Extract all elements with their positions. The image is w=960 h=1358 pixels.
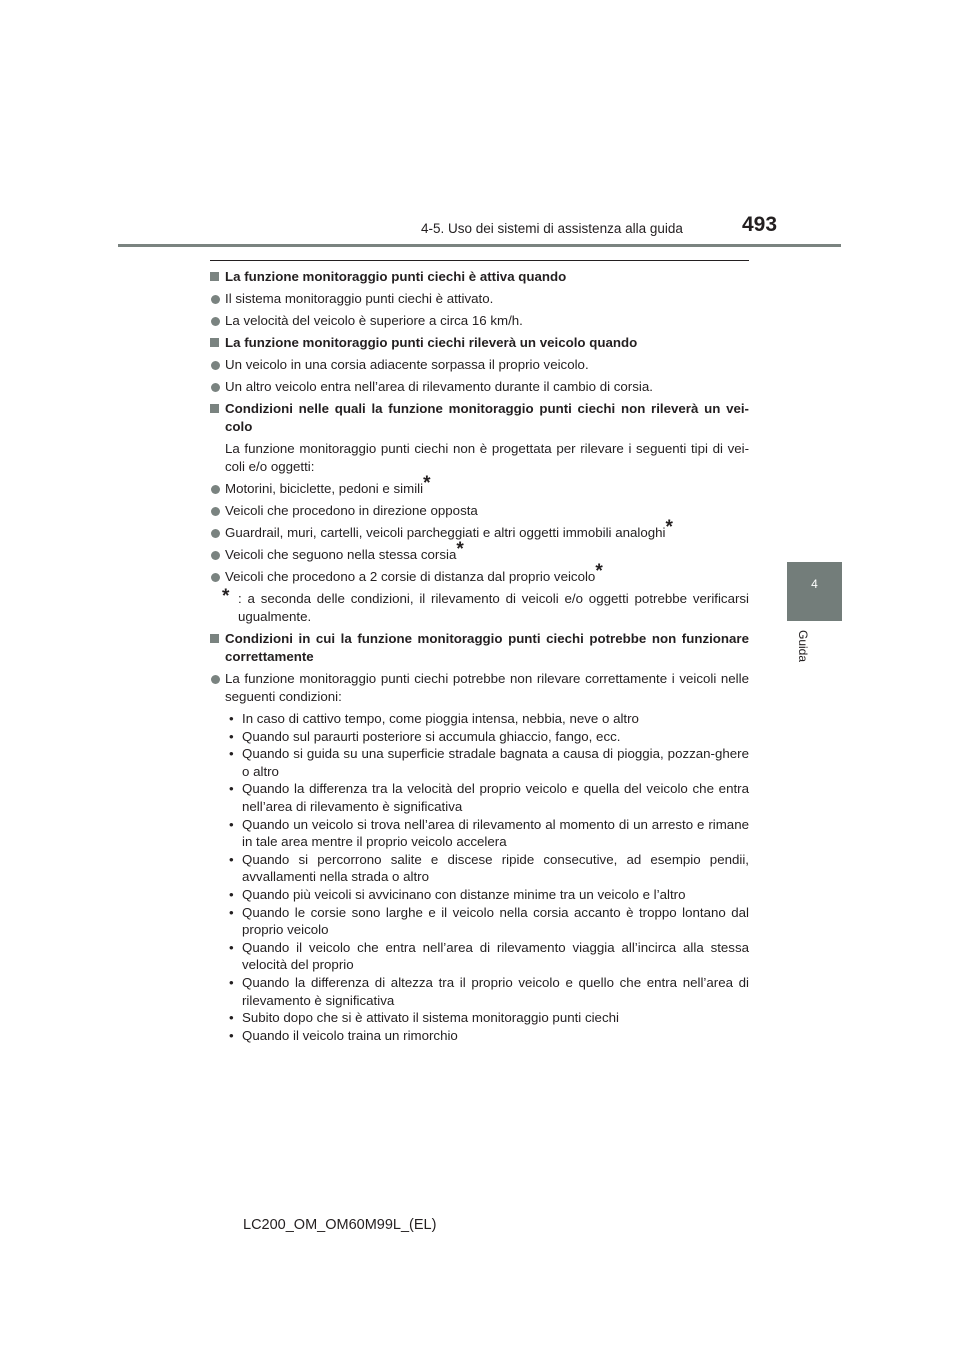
chapter-label-text: Guida [796,630,810,663]
circle-bullet-icon [211,529,220,538]
chapter-tab [787,562,842,621]
condition-item: • Quando si guida su una superficie stradale bagnata a causa di pioggia, pozzan-ghere o altro [229,745,749,780]
asterisk-mark: * [665,517,673,538]
circle-bullet-icon [211,573,220,582]
list-item-text: Motorini, biciclette, pedoni e simili [225,481,424,496]
condition-item: • Quando la differenza tra la velocità del proprio veicolo e quella del veicolo che entra nell’area di rilevamento è significativa [229,780,749,815]
page-content [210,268,749,1044]
circle-bullet-icon [211,383,220,392]
condition-item: • In caso di cattivo tempo, come pioggia intensa, nebbia, neve o altro [229,710,749,728]
circle-bullet-icon [211,361,220,370]
list-item [210,670,749,706]
list-item [210,290,749,308]
section-heading [210,268,749,286]
list-item [210,473,749,498]
condition-item: • Quando la differenza di altezza tra il proprio veicolo e quello che entra nell’area di rilevamento è significativa [229,974,749,1009]
list-item [210,539,749,564]
square-bullet-icon [210,634,219,643]
condition-item: • Quando il veicolo traina un rimorchio [229,1027,749,1045]
footer-code: LC200_OM_OM60M99L_(EL) [243,1217,437,1233]
list-item-text: Guardrail, muri, cartelli, veicoli parcheggiati e altri oggetti immobili analoghi [225,525,666,540]
footnote-text: : a seconda delle condizioni, il rilevamento di veicoli e/o oggetti potrebbe verificarsi ugualmente. [238,591,749,624]
list-item-text: Veicoli che seguono nella stessa corsia [225,547,457,562]
list-item-text: Veicoli che procedono a 2 corsie di distanza dal proprio veicolo [225,569,596,584]
heading-text: La funzione monitoraggio punti ciechi è attiva quando [225,269,567,284]
asterisk-mark: * [423,473,431,494]
list-item-text: La funzione monitoraggio punti ciechi potrebbe non rilevare correttamente i veicoli nelle seguenti condizioni: [225,671,749,704]
heading-text: La funzione monitoraggio punti ciechi rileverà un veicolo quando [225,335,638,350]
condition-item: • Quando sul paraurti posteriore si accumula ghiaccio, fango, ecc. [229,728,749,746]
circle-bullet-icon [211,317,220,326]
condition-item: • Quando si percorrono salite e discese ripide consecutive, ad esempio pendii, avvallamenti nella strada o altro [229,851,749,886]
section-heading [210,400,749,436]
chapter-number: 4 [811,577,818,591]
condition-item: • Quando il veicolo che entra nell’area di rilevamento viaggia all’incirca alla stessa velocità del proprio [229,939,749,974]
circle-bullet-icon [211,507,220,516]
square-bullet-icon [210,272,219,281]
header-rule [118,244,841,247]
condition-item: • Quando un veicolo si trova nell’area di rilevamento al momento di un arresto e rimane in tale area mentre il proprio veicolo accelera [229,816,749,851]
list-item [210,312,749,330]
page-number: 493 [742,213,778,236]
list-item [210,378,749,396]
page-header [0,0,960,250]
list-item [210,561,749,586]
condition-item: • Subito dopo che si è attivato il sistema monitoraggio punti ciechi [229,1009,749,1027]
list-item-text: Un altro veicolo entra nell’area di rilevamento durante il cambio di corsia. [225,379,653,394]
heading-text: Condizioni nelle quali la funzione monitoraggio punti ciechi non rileverà un vei-colo [225,401,749,434]
condition-item: • Quando più veicoli si avvicinano con distanze minime tra un veicolo e l’altro [229,886,749,904]
circle-bullet-icon [211,675,220,684]
footnote-asterisk: * [222,586,230,607]
section-heading [210,334,749,352]
heading-text: Condizioni in cui la funzione monitoraggio punti ciechi potrebbe non funzionare correttamente [225,631,749,664]
asterisk-mark: * [456,539,464,560]
section-heading [210,630,749,666]
list-item-text: La velocità del veicolo è superiore a circa 16 km/h. [225,313,523,328]
chapter-label [796,630,812,680]
circle-bullet-icon [211,551,220,560]
list-item-text: Il sistema monitoraggio punti ciechi è attivato. [225,291,494,306]
list-item [210,517,749,542]
circle-bullet-icon [211,485,220,494]
square-bullet-icon [210,338,219,347]
list-item-text: Un veicolo in una corsia adiacente sorpassa il proprio veicolo. [225,357,589,372]
list-item [210,356,749,374]
intro-paragraph: La funzione monitoraggio punti ciechi non è progettata per rilevare i seguenti tipi di vei-coli e/o oggetti: [225,441,749,474]
condition-item: • Quando le corsie sono larghe e il veicolo nella corsia accanto è troppo lontano dal proprio veicolo [229,904,749,939]
section-title: 4-5. Uso dei sistemi di assistenza alla guida [421,221,683,236]
content-rule [210,260,749,261]
circle-bullet-icon [211,295,220,304]
square-bullet-icon [210,404,219,413]
asterisk-mark: * [595,561,603,582]
condition-list [210,710,749,1044]
footnote [210,586,749,626]
list-item-text: Veicoli che procedono in direzione opposta [225,503,478,518]
